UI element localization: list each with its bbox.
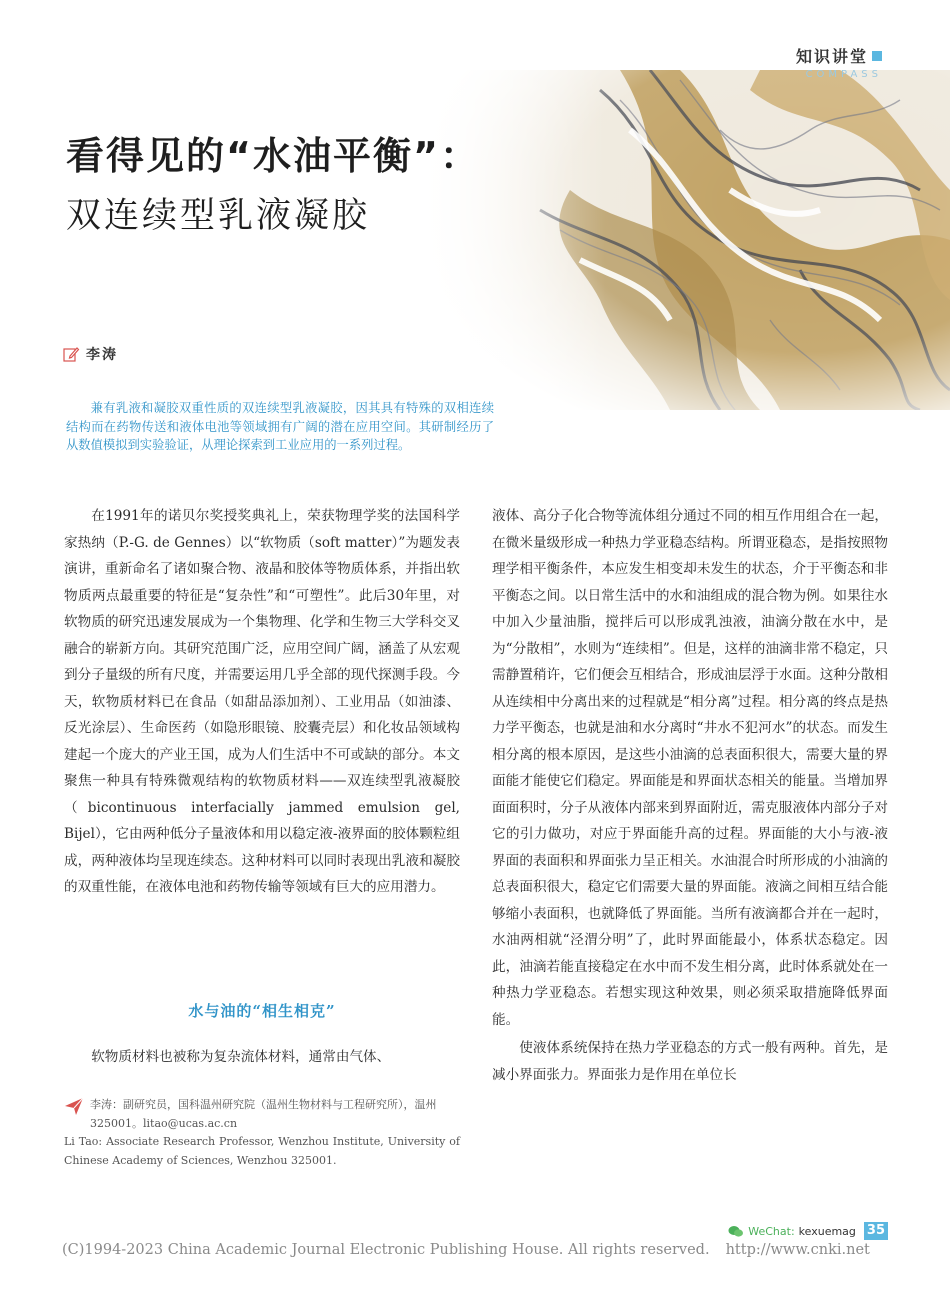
title-line-1: 看得见的“水油平衡”： xyxy=(66,134,480,178)
wechat-handle: kexuemag xyxy=(798,1224,856,1238)
body-column-left xyxy=(64,503,460,901)
author-line xyxy=(62,344,118,364)
body-paragraph: 使液体系统保持在热力学亚稳态的方式一般有两种。首先，是减小界面张力。界面张力是作用在单位长 xyxy=(492,1040,888,1083)
author-name: 李涛 xyxy=(86,347,118,363)
body-column-left-continued xyxy=(64,1044,460,1071)
footnote-cn: 李涛：副研究员，国科温州研究院（温州生物材料与工程研究所），温州 325001。litao@ucas.ac.cn xyxy=(90,1098,437,1130)
page-number: 35 xyxy=(864,1222,888,1240)
body-paragraph: 液体、高分子化合物等流体组分通过不同的相互作用组合在一起，在微米量级形成一种热力学亚稳态结构。所谓亚稳态，是指按照物理学相平衡条件，本应发生相变却未发生的状态，介于平衡态和非平衡态之间。以日常生活中的水和油组成的混合物为例。如果往水中加入少量油脂，搅拌后可以形成乳浊液，油滴分散在水中，是为“分散相”，水则为“连续相”。但是，这样的油滴非常不稳定，只需静置稍许，它们便会互相结合，形成油层浮于水面。这种分散相从连续相中分离出来的过程就是“相分离”过程。相分离的终点是热力学平衡态，也就是油和水分离时“井水不犯河水”的状态。而发生相分离的根本原因，是这些小油滴的总表面积很大，需要大量的界面能才能使它们稳定。界面能是和界面状态相关的能量。当增加界面面积时，分子从液体内部来到界面附近，需克服液体内部分子对它的引力做功，对应于界面能升高的过程。界面能的大小与液-液界面的表面积和界面张力呈正相关。水油混合时所形成的小油滴的总表面积很大，稳定它们需要大量的界面能。液滴之间相互结合能够缩小表面积，也就降低了界面能。当所有液滴都合并在一起时，水油两相就“泾渭分明”了，此时界面能最小，体系状态稳定。因此，油滴若能直接稳定在水中而不发生相分离，此时体系就处在一种热力学亚稳态。若想实现这种效果，则必须采取措施降低界面能。 xyxy=(492,508,888,1028)
article-title xyxy=(66,130,480,242)
section-title-en: COMPASS xyxy=(805,69,882,80)
body-paragraph: 软物质材料也被称为复杂流体材料，通常由气体、 xyxy=(91,1049,391,1065)
copyright-line xyxy=(62,1242,892,1258)
author-footnote xyxy=(64,1096,460,1170)
abstract: 兼有乳液和凝胶双重性质的双连续型乳液凝胶，因其具有特殊的双相连续结构而在药物传送和液体电池等领域拥有广阔的潜在应用空间。其研制经历了从数值模拟到实验验证，从理论探索到工业应用的一系列过程。 xyxy=(66,401,494,452)
section-heading: 水与油的“相生相克” xyxy=(188,1002,336,1020)
section-title-cn: 知识讲堂 xyxy=(795,47,868,66)
section-square-icon xyxy=(872,51,882,61)
marble-illustration xyxy=(420,70,950,410)
pen-icon xyxy=(62,345,80,363)
wechat-label: WeChat: xyxy=(748,1224,795,1238)
title-line-2: 双连续型乳液凝胶 xyxy=(66,196,371,236)
body-paragraph: 在1991年的诺贝尔奖授奖典礼上，荣获物理学奖的法国科学家热纳（P.-G. de Gennes）以“软物质（soft matter）”为题发表演讲，重新命名了诸如聚合物、液晶和胶体等物质体系，并指出软物质两点最重要的特征是“复杂性”和“可塑性”。此后30年里，对软物质的研究迅速发展成为一个集物理、化学和生物三大学科交叉融合的崭新方向。其研究范围广泛，应用空间广阔，涵盖了从宏观到分子量级的所有尺度，并需要运用几乎全部的现代探测手段。今天，软物质材料已在食品（如甜品添加剂）、工业用品（如油漆、反光涂层）、生命医药（如隐形眼镜、胶囊壳层）和化妆品领域构建起一个庞大的产业王国，成为人们生活中不可或缺的部分。本文聚焦一种具有特殊微观结构的软物质材料——双连续型乳液凝胶（bicontinuous interfacially jammed emulsion gel, Bijel），它由两种低分子量液体和用以稳定液-液界面的胶体颗粒组成，两种液体均呈现连续态。这种材料可以同时表现出乳液和凝胶的双重性能，在液体电池和药物传输等领域有巨大的应用潜力。 xyxy=(64,508,460,895)
body-column-right xyxy=(492,503,888,1088)
cnki-url: http://www.cnki.net xyxy=(725,1242,870,1258)
section-tag xyxy=(796,44,882,80)
wechat-footer xyxy=(728,1222,888,1240)
footnote-en: Li Tao: Associate Research Professor, Wenzhou Institute, University of Chinese Academy of Sciences, Wenzhou 325001. xyxy=(64,1135,460,1167)
copyright-text: (C)1994-2023 China Academic Journal Electronic Publishing House. All rights reserved. xyxy=(62,1242,710,1258)
footnote-triangle-icon xyxy=(64,1096,84,1116)
wechat-icon xyxy=(728,1225,744,1238)
